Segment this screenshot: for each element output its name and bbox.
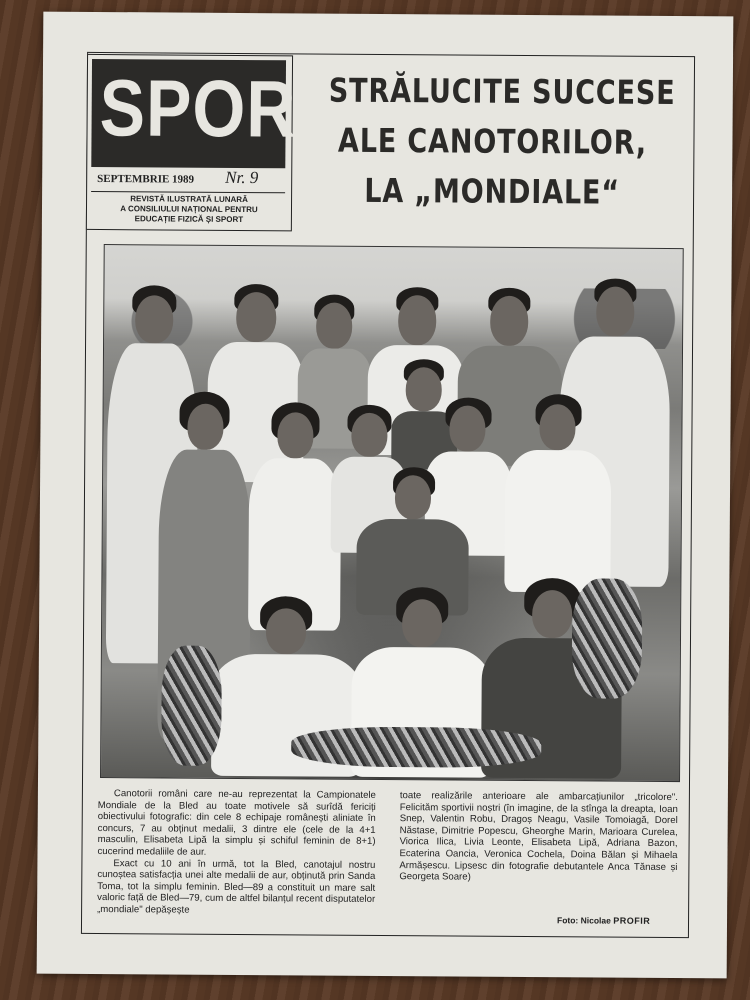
person-figure <box>502 394 613 595</box>
flower-bouquet <box>161 645 222 765</box>
masthead-subtitle <box>93 194 285 225</box>
subtitle-line: EDUCAȚIE FIZICĂ ȘI SPORT <box>134 214 244 225</box>
headline-line: STRĂLUCITE SUCCESE <box>328 70 676 113</box>
caption-paragraph: toate realizările anterioare ale ambarcațiunilor „tricolore". Felicităm sportivii noștri (în imagine, de la stînga la dreapta, Ioan Snep, Valentin Robu, Dragoș Neagu, Vasile Tomoiagă, Dorel Năstase, Dimitrie Popescu, Gheorghe Marin, Marioara Curelea, Viorica Ilica, Livia Leonte, Elisabeta Lipă, Adriana Bazon, Ecaterina Oancia, Veronica Cochela, Doina Bălan și Mihaela Armășescu. Lipsesc din fotografie debutantele Anca Tănase și Georgeta Soare) <box>399 790 678 883</box>
photo-credit <box>557 915 650 926</box>
caption-column <box>97 788 376 917</box>
team-group-photo <box>100 244 684 782</box>
masthead-divider <box>91 191 285 193</box>
headline-line: ALE CANOTORILOR, <box>337 120 648 162</box>
issue-date: SEPTEMBRIE 1989 <box>97 172 195 186</box>
headline <box>292 65 693 218</box>
masthead <box>86 54 340 231</box>
subtitle-line: REVISTĂ ILUSTRATĂ LUNARĂ <box>130 194 248 205</box>
flower-bouquet <box>572 578 643 698</box>
issue-number: Nr. 9 <box>225 167 259 188</box>
subtitle-line: A CONSILIULUI NAȚIONAL PENTRU <box>120 204 258 215</box>
flower-bouquet <box>291 726 541 768</box>
logo-box <box>91 59 340 168</box>
credit-name: PROFIR <box>613 915 651 926</box>
caption-paragraph: Canotorii români care ne-au reprezentat la Campionatele Mondiale de la Bled au toate motivele să surîdă fericiți obiectivului fotografic: din cele 8 echipaje românești aliniate în concurs, 7 au obținut medalii, 3 dintre ele (cele de la 4+1 masculin, Elisabeta Lipă la simplu și schiful feminin de 8+1) cucerind medaliile de aur. <box>97 788 376 858</box>
caption-paragraph: Exact cu 10 ani în urmă, tot la Bled, canotajul nostru cunoștea satisfacția unei alte medalii de aur, obținută prin Sanda Toma, tot la simplu feminin. Bled—89 a constituit un mare salt valoric față de Bled—79, cum de altfel bilanțul recent disputatelor „mondiale" depășește <box>97 857 376 916</box>
caption-column <box>399 790 678 885</box>
magazine-page <box>37 12 734 979</box>
photo-caption <box>97 788 678 922</box>
credit-label: Foto: Nicolae <box>557 915 611 926</box>
magazine-logo: SPORT <box>99 63 340 155</box>
headline-line: LA „MONDIALE“ <box>364 170 621 212</box>
